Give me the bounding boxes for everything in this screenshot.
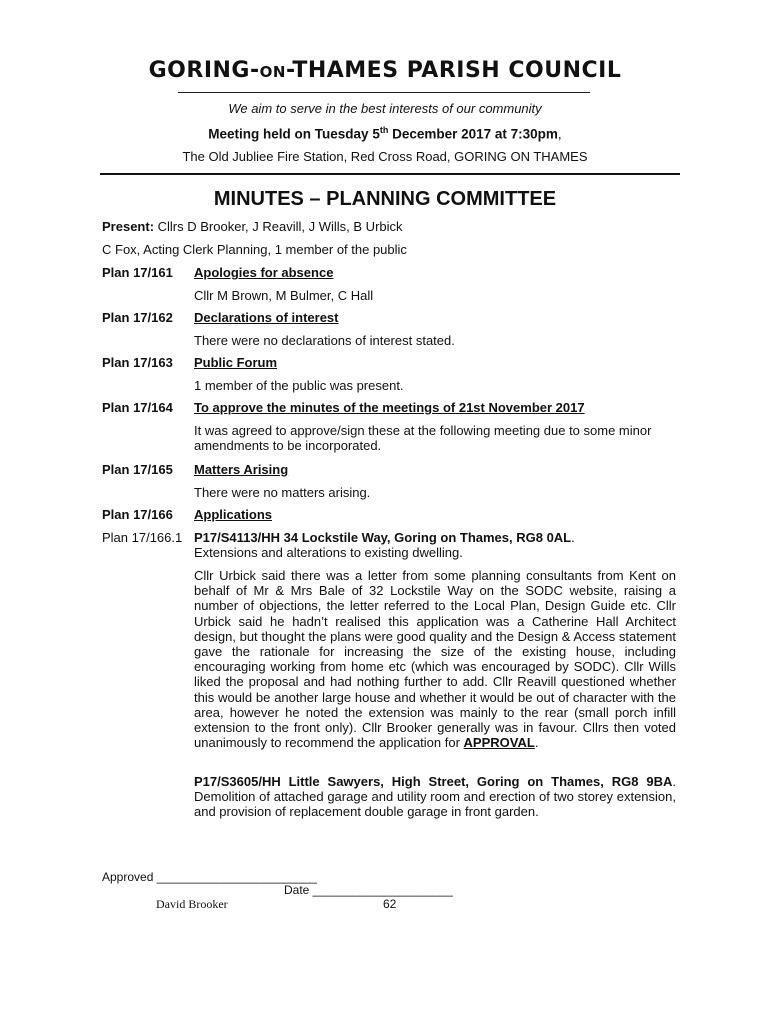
approved-signature-line: Approved ________________________ [102,870,317,884]
item-ref: Plan 17/165 [102,462,173,477]
item-text: Cllr M Brown, M Bulmer, C Hall [194,288,374,303]
meeting-date-pre: Meeting held on Tuesday 5 [208,126,380,142]
present-label: Present: [102,219,155,234]
council-title-part1: GORING- [148,58,260,83]
item-heading: To approve the minutes of the meetings of 21st November 2017 [194,400,585,415]
application-2 [194,774,676,820]
council-title-part2: ON [259,63,286,81]
item-heading: Apologies for absence [194,265,334,280]
application-2-address: P17/S3605/HH Little Sawyers, High Street, Goring on Thames, RG8 9BA [194,774,673,789]
meeting-venue: The Old Jubliee Fire Station, Red Cross Road, GORING ON THAMES [182,149,588,164]
meeting-date-post: December 2017 at 7:30pm [388,126,558,142]
title-underline [178,92,590,93]
application-2-description: . Demolition of attached garage and utility room and erection of two storey extension, and provision of replacement double garage in front garden. [194,774,676,820]
council-title-part3: -THAMES PARISH COUNCIL [285,58,622,83]
tagline: We aim to serve in the best interests of our community [228,101,542,116]
application-discussion [194,568,676,750]
date-line: Date _____________________ [284,883,453,897]
present-line [102,219,403,234]
application-ref: Plan 17/166.1 [102,530,183,545]
decision: APPROVAL [463,735,535,751]
item-text: There were no matters arising. [194,485,371,500]
document-title: MINUTES – PLANNING COMMITTEE [213,188,557,210]
discussion-text: Cllr Urbick said there was a letter from some planning consultants from Kent on behalf of Mr & Mrs Bale of 32 Lockstile Way on the SODC website, raising a number of objections, the letter referred to the Local Plan, Design Guide etc. Cllr Urbick said he hadn’t realised this application was a Catherine Hall Architect design, but thought the plans were good quality and the Design & Access statement gave the rationale for increasing the size of the existing house, including encouraging working from home etc (which was encouraged by SODC). Cllr Wills liked the proposal and had nothing further to add. Cllr Reavill questioned whether this would be another large house and whether it would be out of character with the area, however he noted the extension was mainly to the rear (small porch infill extension to the front only). Cllr Brooker generally was in favour. Cllrs then voted unanimously to recommend the application for [194,568,676,751]
present-text: Cllrs D Brooker, J Reavill, J Wills, B Urbick [154,219,403,234]
meeting-date-sup: th [379,125,389,135]
item-text: 1 member of the public was present. [194,378,404,393]
meeting-date-comma: , [557,126,562,142]
item-ref: Plan 17/164 [102,400,173,415]
decision-end: . [534,735,539,751]
item-text: It was agreed to approve/sign these at the following meeting due to some minor amendments to be incorporated. [194,423,652,454]
item-heading: Applications [194,507,273,522]
others-present: C Fox, Acting Clerk Planning, 1 member of the public [102,242,407,257]
item-text: There were no declarations of interest stated. [194,333,455,348]
item-ref: Plan 17/161 [102,265,173,280]
council-title [0,58,770,83]
item-heading: Public Forum [194,355,278,370]
item-heading: Matters Arising [194,462,289,477]
header-divider [100,173,680,175]
application-description: Extensions and alterations to existing dwelling. [194,545,463,560]
page-number: 62 [383,897,397,911]
item-ref: Plan 17/166 [102,507,173,522]
meeting-date [0,125,770,142]
application-address-end: . [571,530,575,545]
item-ref: Plan 17/162 [102,310,173,325]
application-heading [194,530,575,545]
signatory-name: David Brooker [156,897,228,911]
item-ref: Plan 17/163 [102,355,173,370]
application-address: P17/S4113/HH 34 Lockstile Way, Goring on Thames, RG8 0AL [194,530,572,545]
item-heading: Declarations of interest [194,310,339,325]
